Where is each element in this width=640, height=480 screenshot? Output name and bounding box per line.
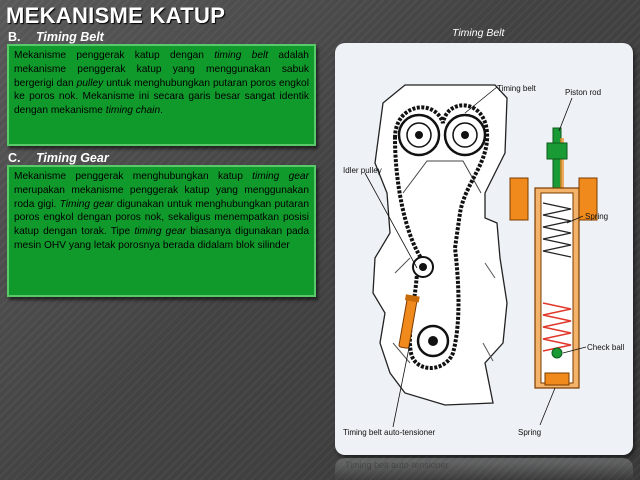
- label-spring-top: Spring: [585, 212, 609, 221]
- timing-belt-diagram-panel: [335, 43, 633, 455]
- text-italic: Timing gear: [59, 198, 114, 210]
- section-c-letter: C.: [8, 151, 21, 165]
- text-italic: timing belt: [214, 50, 269, 61]
- text-segment: .: [160, 105, 163, 117]
- image-caption: Timing Belt: [452, 27, 505, 39]
- slide-title: MEKANISME KATUP: [6, 3, 226, 28]
- text-italic: timing gear: [252, 171, 309, 182]
- panel-reflection: [335, 458, 633, 480]
- section-b-heading: [8, 30, 104, 44]
- label-check-ball: Check ball: [587, 343, 625, 352]
- label-spring-bottom: Spring: [518, 428, 542, 437]
- text-segment: untuk menghubungkan putaran poros engkol ke poros nok. Mekanisme ini secara garis besar sangat identik dengan mekanisme: [14, 77, 309, 117]
- timing-belt-paragraph: [14, 49, 309, 118]
- section-b-letter: B.: [8, 30, 21, 44]
- text-segment: merupakan mekanisme penggerak katup yang menggunakan roda gigi.: [14, 184, 309, 210]
- auto-tensioner-cutaway: [510, 128, 597, 388]
- text-italic: timing chain: [105, 105, 161, 117]
- reflection-text: Timing belt auto-tensioner: [345, 460, 449, 470]
- timing-gear-text-box: [7, 165, 316, 297]
- crank-pulley: [418, 326, 448, 356]
- label-auto-tensioner: Timing belt auto-tensioner: [343, 428, 436, 437]
- text-segment: digunakan untuk menghubungkan putaran poros engkol dengan poros nok, sekaligus menempatkan posisi katup dengan torak. Tipe: [14, 198, 310, 238]
- cam-pulley-right: [445, 115, 485, 155]
- text-segment: adalah mekanisme penggerak katup yang menggunakan sabuk bergerigi dan: [14, 50, 309, 89]
- label-idler-pulley: Idler pulley: [343, 166, 382, 175]
- text-segment: Mekanisme penggerak katup dengan: [14, 50, 215, 61]
- section-c-title: Timing Gear: [36, 151, 109, 165]
- text-italic: timing gear: [134, 226, 187, 238]
- text-italic: pulley: [76, 77, 104, 89]
- section-c-heading: [8, 151, 109, 165]
- label-timing-belt: Timing belt: [497, 84, 536, 93]
- label-piston-rod: Piston rod: [565, 88, 602, 97]
- cam-pulley-left: [399, 115, 439, 155]
- timing-belt-diagram: [335, 43, 633, 455]
- section-b-title: Timing Belt: [36, 30, 104, 44]
- timing-gear-paragraph: [14, 170, 309, 253]
- text-segment: biasanya digunakan pada mesin OHV yang letak porosnya berada didalam blok silinder: [14, 226, 309, 251]
- timing-belt-text-box: [7, 44, 316, 146]
- text-segment: Mekanisme penggerak menghubungkan katup: [14, 171, 253, 182]
